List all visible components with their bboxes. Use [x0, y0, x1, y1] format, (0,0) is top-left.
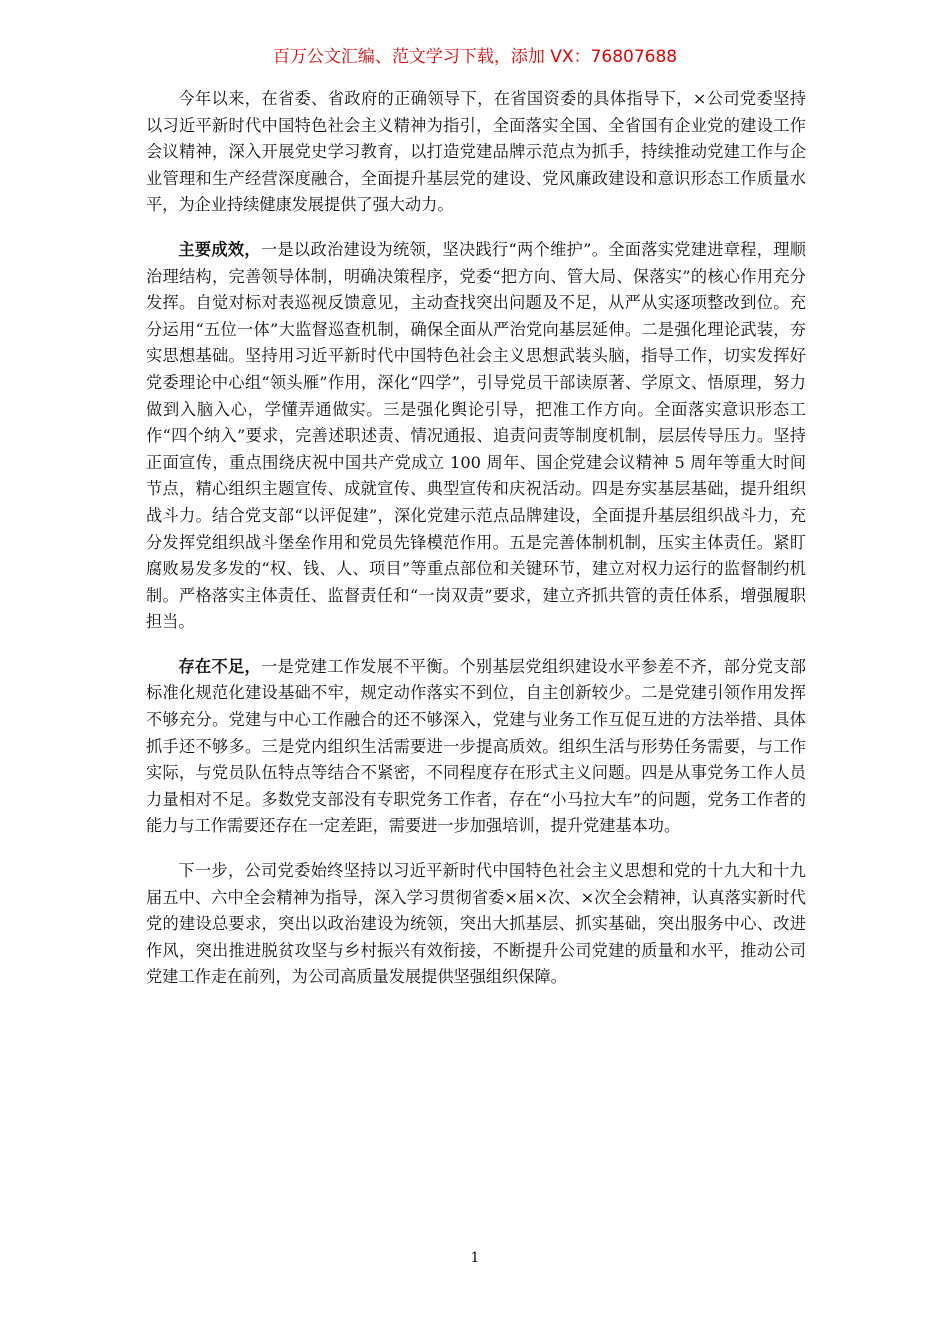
shortcomings-paragraph: [146, 654, 806, 840]
watermark-header: 百万公文汇编、范文学习下载，添加 VX：76807688: [272, 47, 678, 67]
achievements-heading: 主要成效，: [178, 239, 261, 259]
intro-paragraph: [146, 86, 806, 219]
page-number: 1: [470, 1250, 480, 1266]
achievements-text: 一是以政治建设为统领，坚决践行“两个维护”。全面落实党建进章程，理顺治理结构，完善领导体制，明确决策程序，党委“把方向、管大局、保落实”的核心作用充分发挥。自觉对标对表巡视反馈意见，主动查找突出问题及不足，从严从实逐项整改到位。充分运用“五位一体”大监督巡查机制，确保全面从严治党向基层延伸。二是强化理论武装，夯实思想基础。坚持用习近平新时代中国特色社会主义思想武装头脑，指导工作，切实发挥好党委理论中心组“领头雁”作用，深化“四学”，引导党员干部读原著、学原文、悟原理，努力做到入脑入心，学懂弄通做实。三是强化舆论引导，把准工作方向。全面落实意识形态工作“四个纳入”要求，完善述职述责、情况通报、追责问责等制度机制，层层传导压力。坚持正面宣传，重点围绕庆祝中国共产党成立 100 周年、国企党建会议精神 5 周年等重大时间节点，精心组织主题宣传、成就宣传、典型宣传和庆祝活动。四是夯实基层基础，提升组织战斗力。结合党支部“以评促建”，深化党建示范点品牌建设，全面提升基层组织战斗力，充分发挥党组织战斗堡垒作用和党员先锋模范作用。五是完善体制机制，压实主体责任。紧盯腐败易发多发的“权、钱、人、项目”等重点部位和关键环节，建立对权力运行的监督制约机制。严格落实主体责任、监督责任和“一岗双责”要求，建立齐抓共管的责任体系，增强履职担当。: [146, 239, 806, 632]
shortcomings-text: 一是党建工作发展不平衡。个别基层党组织建设水平参差不齐，部分党支部标准化规范化建设基础不牢，规定动作落实不到位，自主创新较少。二是党建引领作用发挥不够充分。党建与中心工作融合的还不够深入，党建与业务工作互促互进的方法举措、具体抓手还不够多。三是党内组织生活需要进一步提高质效。组织生活与形势任务需要，与工作实际，与党员队伍特点等结合不紧密，不同程度存在形式主义问题。四是从事党务工作人员力量相对不足。多数党支部没有专职党务工作者，存在“小马拉大车”的问题，党务工作者的能力与工作需要还存在一定差距，需要进一步加强培训，提升党建基本功。: [146, 656, 806, 836]
intro-text: 今年以来，在省委、省政府的正确领导下，在省国资委的具体指导下，×公司党委坚持以习近平新时代中国特色社会主义精神为指引，全面落实全国、全省国有企业党的建设工作会议精神，深入开展党史学习教育，以打造党建品牌示范点为抓手，持续推动党建工作与企业管理和生产经营深度融合，全面提升基层党的建设、党风廉政建设和意识形态工作质量水平，为企业持续健康发展提供了强大动力。: [146, 89, 806, 215]
next-steps-paragraph: [146, 858, 806, 991]
next-steps-text: 下一步，公司党委始终坚持以习近平新时代中国特色社会主义思想和党的十九大和十九届五中、六中全会精神为指导，深入学习贯彻省委×届×次、×次全会精神，认真落实新时代党的建设总要求，突出以政治建设为统领，突出大抓基层、抓实基础，突出服务中心、改进作风，突出推进脱贫攻坚与乡村振兴有效衔接，不断提升公司党建的质量和水平，推动公司党建工作走在前列，为公司高质量发展提供坚强组织保障。: [146, 861, 806, 987]
achievements-paragraph: [146, 237, 806, 636]
document-body: [146, 86, 806, 991]
shortcomings-heading: 存在不足，: [178, 656, 262, 676]
